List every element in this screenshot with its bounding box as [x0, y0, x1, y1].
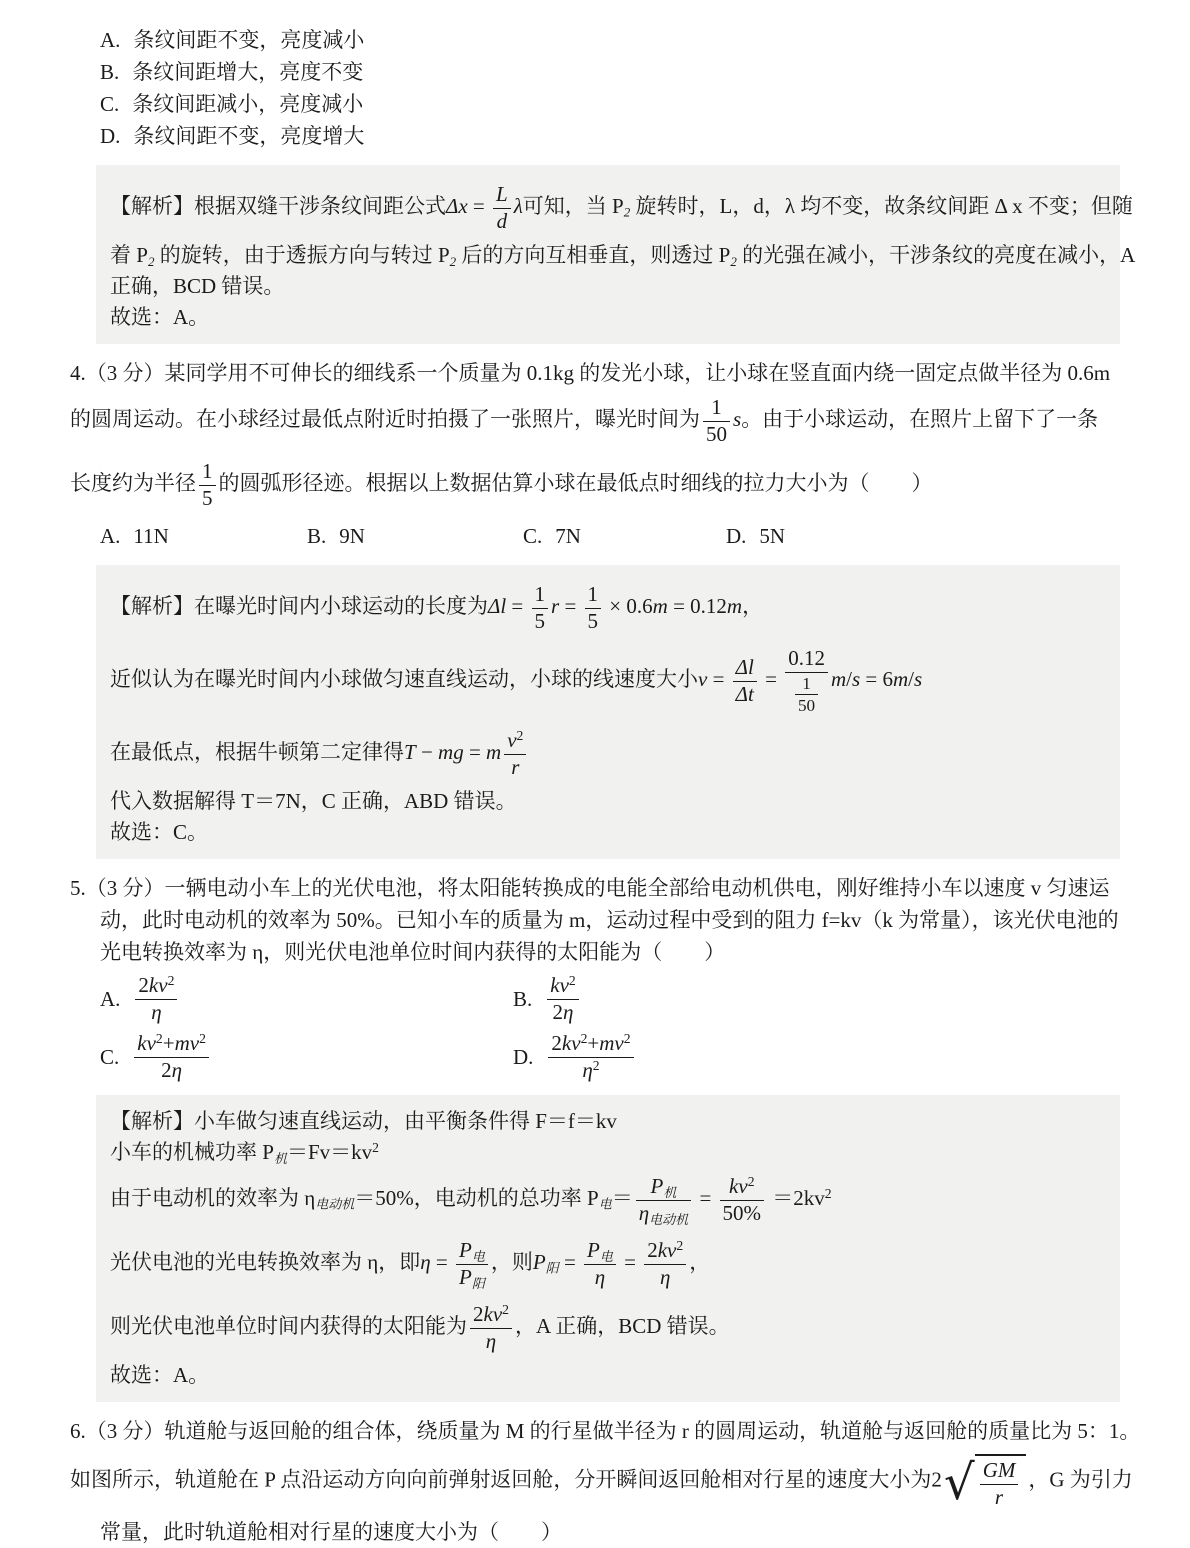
math-italic: η: [151, 999, 162, 1024]
math-italic: s: [914, 666, 923, 691]
superscript: 2: [167, 973, 175, 989]
fraction: [456, 1239, 488, 1289]
fraction: [532, 583, 549, 633]
q4-solution: [96, 565, 1120, 859]
math-italic: mv: [599, 1031, 624, 1056]
option-text: 条纹间距不变，亮度增大: [133, 124, 365, 148]
math-italic: kv: [657, 1238, 677, 1263]
answer-option: [100, 520, 307, 552]
fraction-denominator: [135, 1000, 177, 1025]
fraction: [585, 583, 602, 633]
fraction: [720, 1175, 765, 1225]
fraction-denominator: [456, 1265, 488, 1290]
fraction-numerator: 1: [199, 460, 216, 486]
option-label: D.: [100, 124, 121, 148]
math-italic: η: [660, 1264, 671, 1289]
fraction-numerator: [720, 1175, 765, 1201]
math-italic: r: [511, 754, 520, 779]
option-label: A.: [100, 986, 121, 1011]
math-italic: Δl: [735, 655, 754, 680]
math-italic: m: [892, 666, 909, 691]
option-text: 条纹间距不变，亮度减小: [133, 28, 365, 52]
q5-solution: [96, 1095, 1120, 1402]
solution-line: 则光伏电池单位时间内获得的太阳能为 $\frac{2kv^2}{\eta}$ ，A 正确，BCD 错误。: [110, 1302, 730, 1353]
fraction-numerator: [456, 1239, 488, 1265]
fraction: [584, 1239, 616, 1289]
answer-option: [100, 24, 1130, 56]
math-italic: kv: [729, 1174, 748, 1199]
solution-line: 【解析】根据双缝干涉条纹间距公式Δx = $\frac{L}{d}$ λ可知，当 $P_2$ 旋转时，L，d，λ 均不变，故条纹间距 Δ x 不变；但随: [110, 182, 1133, 233]
option-label: C.: [523, 524, 543, 549]
answer-option: [100, 1032, 513, 1082]
fraction-denominator: [644, 1265, 686, 1290]
fraction-denominator: 5: [587, 608, 599, 633]
answer-option: [100, 974, 513, 1024]
fraction: [644, 1239, 686, 1289]
math-italic: kv: [561, 1031, 581, 1056]
fraction: [703, 396, 730, 446]
math-italic: η: [171, 1057, 183, 1082]
fraction-numerator: [980, 1459, 1019, 1485]
math-italic: P: [459, 1264, 472, 1289]
fraction-denominator: 5: [534, 608, 546, 633]
subscript: 电动机: [649, 1211, 689, 1227]
option-text: 条纹间距增大，亮度不变: [132, 60, 364, 84]
fraction: [547, 974, 578, 1024]
fraction-denominator: [584, 1265, 616, 1290]
solution-line: 故选：C。: [110, 820, 209, 845]
subscript: 机: [273, 1151, 287, 1167]
question-line: 动，此时电动机的效率为 50%。已知小车的质量为 m，运动过程中受到的阻力 f=kv（k 为常量），该光伏电池的: [100, 908, 1119, 933]
math-italic: s: [733, 406, 742, 431]
fraction-numerator: [584, 1239, 616, 1265]
question-line: 的圆周运动。在小球经过最低点附近时拍摄了一张照片，曝光时间为 $\frac{1}{50}$ s。由于小球运动，在照片上留下了一条: [70, 395, 1099, 446]
math-italic: Δx: [446, 193, 468, 218]
solution-line: 着 $P_2$ 的旋转，由于透振方向与转过 $P_2$ 后的方向互相垂直，则透过 $P_2$ 的光强在减小，干涉条纹的亮度在减小，A: [110, 243, 1136, 269]
fraction-denominator: [785, 673, 828, 716]
math-italic: P: [459, 1238, 472, 1263]
fraction: [548, 1032, 633, 1082]
option-text: 条纹间距减小，亮度减小: [132, 92, 364, 116]
math-italic: Δl: [488, 593, 507, 618]
math-italic: mv: [174, 1031, 200, 1056]
math-italic: m: [652, 593, 668, 618]
subscript: 电动机: [315, 1197, 355, 1213]
fraction: [733, 656, 757, 706]
superscript: 2: [568, 973, 576, 989]
option-text: 9N: [339, 524, 365, 549]
answer-option: [513, 1032, 1130, 1082]
math-italic: P: [650, 1174, 664, 1199]
subscript: 电: [471, 1249, 485, 1265]
square-root: [944, 1454, 1026, 1509]
solution-line: 故选：A。: [110, 1363, 210, 1388]
fraction-denominator: 50: [797, 695, 816, 715]
subscript: 机: [663, 1185, 677, 1201]
math-italic: η: [485, 1328, 497, 1353]
answer-option: [100, 88, 1130, 120]
fraction-numerator: $kv^2+mv^2$: [134, 1032, 209, 1058]
fraction-numerator: $2kv^2$: [470, 1303, 512, 1329]
q4-stem: [70, 357, 1130, 517]
fraction: [636, 1175, 691, 1225]
question-line: 6.（3 分）轨道舱与返回舱的组合体，绕质量为 M 的行星做半径为 r 的圆周运动，轨道舱与返回舱的质量比为 5：1。: [70, 1419, 1141, 1444]
math-italic: Δt: [735, 681, 754, 706]
option-label: B.: [513, 986, 533, 1011]
radicand: [975, 1454, 1027, 1509]
option-text: 11N: [133, 524, 169, 549]
option-label: A.: [100, 28, 121, 52]
question-line: 4.（3 分）某同学用不可伸长的细线系一个质量为 0.1kg 的发光小球，让小球在竖直面内绕一固定点做半径为 0.6m: [70, 361, 1111, 386]
question-line: 光电转换效率为 η，则光伏电池单位时间内获得的太阳能为（ ）: [100, 940, 726, 965]
fraction-numerator: [504, 729, 526, 755]
solution-line: 由于电动机的效率为 $\eta_{电动机}=50\%$，电动机的总功率 $P_电=$ $\frac{P_机}{\eta_{电动机}}$ = $\frac{kv^2}{50\%}$ $=2kv^2$: [110, 1174, 832, 1227]
math-italic: d: [496, 208, 508, 233]
subscript: 电: [598, 1197, 612, 1213]
math-italic: P: [587, 1238, 600, 1263]
fraction-numerator: [547, 974, 578, 1000]
superscript: 2: [372, 1140, 379, 1156]
answer-option: [100, 56, 1130, 88]
superscript: 2: [592, 1057, 600, 1073]
solution-line: 小车的机械功率 $P_机=Fv=kv^2$: [110, 1140, 379, 1167]
fraction-denominator: 50%: [722, 1200, 762, 1225]
option-text: [132, 974, 180, 1024]
subscript: 2: [147, 253, 155, 269]
option-text: [545, 1032, 636, 1082]
math-italic: kv: [550, 973, 569, 998]
option-label: C.: [100, 1044, 120, 1069]
fraction: [504, 729, 526, 779]
math-italic: v: [698, 666, 708, 691]
fraction-numerator: 1: [703, 396, 730, 422]
solution-line: 代入数据解得 T＝7N，C 正确，ABD 错误。: [110, 789, 517, 814]
fraction: [135, 974, 177, 1024]
math-italic: mg: [438, 740, 464, 765]
q3-solution: [96, 165, 1136, 344]
superscript: 2: [502, 1302, 509, 1318]
fraction-numerator: 0.12: [785, 647, 828, 673]
fraction: [199, 460, 216, 510]
fraction-denominator: 5: [202, 485, 213, 510]
math-italic: kv: [148, 973, 168, 998]
fraction-denominator: 2η: [552, 999, 574, 1024]
math-italic: r: [551, 593, 560, 618]
math-italic: m: [726, 593, 743, 618]
math-italic: T: [404, 740, 416, 765]
fraction-denominator: [493, 209, 511, 234]
superscript: 2: [623, 1031, 631, 1047]
fraction-numerator: [733, 656, 757, 682]
fraction: [134, 1032, 209, 1082]
solution-line: 故选：A。: [110, 305, 210, 330]
solution-line: 光伏电池的光电转换效率为 η，即η = $\frac{P_电}{P_阳}$ ，则$P_阳$ = $\frac{P_电}{\eta}$ = $\frac{2kv^2}{\eta}$ ，: [110, 1238, 711, 1291]
math-italic: s: [851, 666, 861, 691]
question-line: 常量，此时轨道舱相对行星的速度大小为（ ）: [100, 1520, 562, 1545]
math-italic: η: [638, 1200, 650, 1225]
math-italic: η: [420, 1250, 431, 1275]
math-italic: v: [507, 728, 517, 753]
answer-option: [523, 520, 726, 552]
subscript: 2: [623, 204, 631, 220]
radical-sign: √: [943, 1454, 975, 1511]
answer-option: [513, 974, 1130, 1024]
solution-line: 正确，BCD 错误。: [110, 274, 285, 299]
fraction-numerator: 1: [532, 583, 549, 609]
option-label: B.: [100, 60, 120, 84]
solution-line: 【解析】小车做匀速直线运动，由平衡条件得 F＝f＝kv: [110, 1109, 617, 1134]
superscript: 2: [580, 1031, 588, 1047]
fraction-numerator: $2kv^2$: [644, 1239, 686, 1265]
fraction-numerator: $2kv^2+mv^2$: [548, 1032, 633, 1058]
option-text: [131, 1032, 212, 1082]
math-italic: η: [594, 1264, 606, 1289]
subscript: 阳: [545, 1261, 559, 1277]
subscript: 电: [599, 1249, 613, 1265]
solution-line: 在最低点，根据牛顿第二定律得T − mg = m $\frac{v^2}{r}$: [110, 722, 1106, 786]
superscript: 2: [747, 1174, 755, 1190]
option-label: B.: [307, 524, 327, 549]
fraction-denominator: [548, 1058, 633, 1083]
fraction: [785, 647, 828, 715]
fraction-denominator: 2η: [161, 1057, 183, 1082]
question-line: 长度约为半径 $\frac{1}{5}$ 的圆弧形径迹。根据以上数据估算小球在最低点时细线的拉力大小为（ ）: [70, 459, 933, 510]
option-text: 5N: [759, 524, 786, 549]
option-text: [544, 974, 581, 1024]
math-italic: GM: [982, 1458, 1016, 1483]
fraction-denominator: 50: [706, 421, 727, 446]
math-italic: m: [486, 740, 502, 765]
fraction: [980, 1459, 1019, 1509]
fraction-denominator: [733, 682, 757, 707]
fraction-numerator: 1: [585, 583, 602, 609]
q5-options: [70, 974, 1130, 1082]
fraction-numerator: 1: [795, 674, 818, 695]
question-line: 5.（3 分）一辆电动小车上的光伏电池，将太阳能转换成的电能全部给电动机供电，刚好维持小车以速度 v 匀速运: [70, 876, 1110, 901]
superscript: 2: [155, 1031, 163, 1047]
fraction: [795, 674, 818, 716]
math-italic: λ: [513, 193, 523, 218]
option-text: 7N: [555, 524, 581, 549]
answer-option: [726, 520, 785, 552]
option-label: D.: [513, 1044, 534, 1069]
solution-line: 【解析】在曝光时间内小球运动的长度为Δl = $\frac{1}{5}$ r = $\frac{1}{5}$ × 0.6m = 0.12m，: [110, 582, 764, 633]
math-italic: r: [994, 1484, 1004, 1509]
fraction-denominator: [504, 755, 526, 780]
subscript: 2: [730, 253, 737, 269]
q5-stem: [70, 872, 1130, 968]
math-italic: P: [532, 1250, 546, 1275]
superscript: 2: [199, 1031, 206, 1047]
q4-options: [70, 520, 1130, 552]
solution-line: 近似认为在曝光时间内小球做匀速直线运动，小球的线速度大小v = $\frac{\Delta l}{\Delta t}$ = $\frac{0.12}{\frac{1}{50}}$ m/s = 6m/s: [110, 646, 923, 715]
q6-stem: [70, 1415, 1141, 1548]
answer-option: [100, 120, 1130, 152]
option-label: D.: [726, 524, 747, 549]
option-label: C.: [100, 92, 120, 116]
math-italic: m: [830, 666, 847, 691]
fraction: [470, 1303, 512, 1353]
math-italic: η: [563, 999, 574, 1024]
math-italic: kv: [137, 1031, 156, 1056]
superscript: 2: [676, 1238, 684, 1254]
fraction-numerator: [493, 183, 511, 209]
option-label: A.: [100, 524, 121, 549]
superscript: 2: [516, 728, 524, 744]
subscript: 阳: [471, 1275, 485, 1291]
fraction-denominator: [980, 1485, 1019, 1510]
math-italic: kv: [483, 1302, 503, 1327]
superscript: 2: [824, 1186, 832, 1202]
fraction: [493, 183, 511, 233]
subscript: 2: [449, 253, 457, 269]
fraction-numerator: [636, 1175, 691, 1201]
math-italic: η: [582, 1057, 593, 1082]
fraction-denominator: [470, 1329, 512, 1354]
fraction-numerator: $2kv^2$: [135, 974, 177, 1000]
q3-options: [70, 24, 1130, 152]
question-line: 如图所示，轨道舱在 P 点沿运动方向向前弹射返回舱，分开瞬间返回舱相对行星的速度大小为2 √ $\frac{GM}{r}$ ，G 为引力: [70, 1454, 1133, 1511]
math-italic: L: [496, 182, 508, 206]
answer-option: [307, 520, 523, 552]
fraction-denominator: [636, 1201, 691, 1226]
